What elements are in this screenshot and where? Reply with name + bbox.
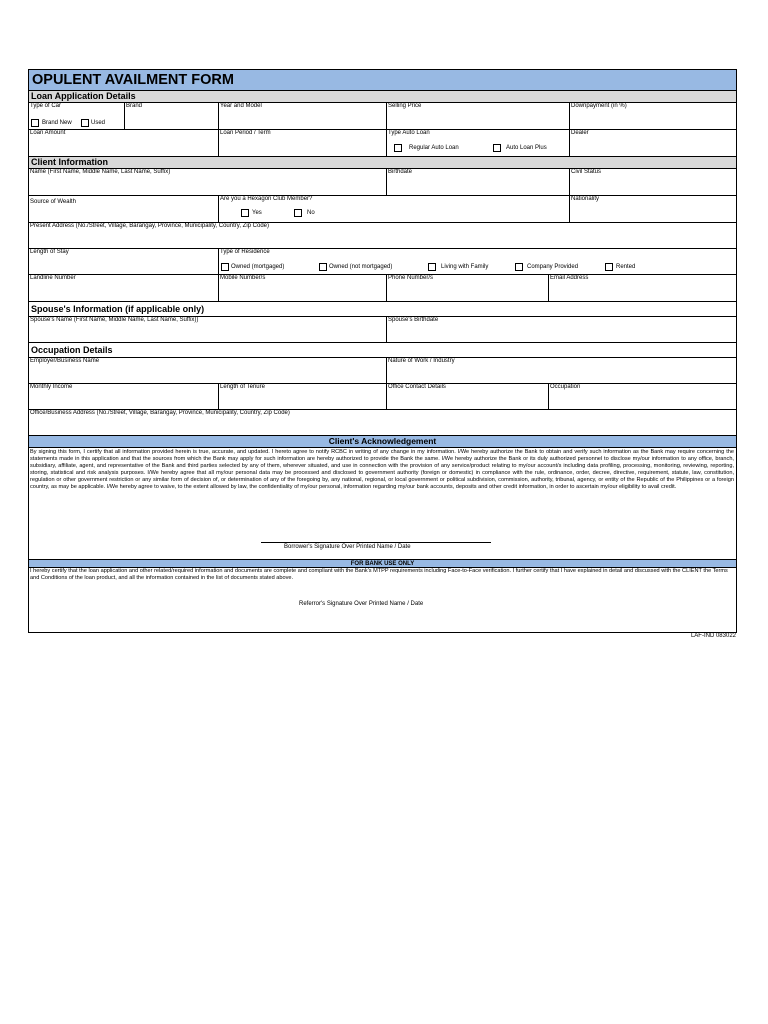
auto-loan-plus-checkbox[interactable] <box>493 144 501 152</box>
loan-amount-field[interactable] <box>29 130 218 156</box>
type-of-residence-label: Type of Residence <box>220 249 270 255</box>
owned-not-mortgaged-checkbox[interactable] <box>319 263 327 271</box>
loan-amount-label: Loan Amount <box>30 130 66 136</box>
occupation-row-1 <box>28 358 737 384</box>
regular-auto-loan-label: Regular Auto Loan <box>409 145 459 151</box>
type-auto-loan-field <box>386 130 569 156</box>
source-of-wealth-field[interactable] <box>29 196 218 222</box>
living-with-family-label: Living with Family <box>441 264 489 270</box>
dealer-field[interactable] <box>569 130 736 156</box>
office-contact-field[interactable] <box>386 384 548 409</box>
nature-of-work-field[interactable] <box>386 358 736 383</box>
hexagon-member-label: Are you a Hexagon Club Member? <box>220 196 313 202</box>
type-auto-loan-label: Type Auto Loan <box>388 130 430 136</box>
civil-status-field[interactable] <box>569 169 736 195</box>
phone-label: Phone Number/s <box>388 275 434 281</box>
nature-of-work-label: Nature of Work / Industry <box>388 358 455 364</box>
hexagon-no-label: No <box>307 210 315 216</box>
client-row-4 <box>28 249 737 275</box>
hexagon-no-checkbox[interactable] <box>294 209 302 217</box>
client-row-5 <box>28 275 737 302</box>
form-code: LAF-IND 083022 <box>690 633 736 639</box>
company-provided-checkbox[interactable] <box>515 263 523 271</box>
mobile-field[interactable] <box>218 275 386 301</box>
employer-label: Employer/Business Name <box>30 358 100 364</box>
source-of-wealth-label: Source of Wealth <box>30 199 76 205</box>
spouse-row <box>28 317 737 343</box>
downpayment-label: Downpayment (in %) <box>571 103 627 109</box>
selling-price-field[interactable] <box>386 103 569 129</box>
email-field[interactable] <box>548 275 736 301</box>
birthdate-label: Birthdate <box>388 169 413 175</box>
type-of-car-label: Type of Car <box>30 103 62 109</box>
occupation-label: Occupation <box>550 384 581 390</box>
borrower-signature-line[interactable] <box>261 542 491 543</box>
bank-use-text: I hereby certify that the loan application and other related/required information and documents are complete and compliant with the Bank's MTPP requirements including Face-to-Face verification. I further certify that I have explained in detail and discussed with the CLIENT the Terms and Conditions of the loan product, and all the information contained in the list of documents stated above. <box>30 568 728 581</box>
used-checkbox[interactable] <box>81 119 89 127</box>
spouse-name-field[interactable] <box>29 317 386 342</box>
downpayment-field[interactable] <box>569 103 736 129</box>
birthdate-field[interactable] <box>386 169 569 195</box>
loan-row-1 <box>28 103 737 130</box>
occupation-field[interactable] <box>548 384 736 409</box>
phone-field[interactable] <box>386 275 548 301</box>
spouse-birthdate-label: Spouse's Birthdate <box>388 317 439 323</box>
living-with-family-checkbox[interactable] <box>428 263 436 271</box>
regular-auto-loan-checkbox[interactable] <box>394 144 402 152</box>
spouse-name-label: Spouse's Name (First Name, Middle Name, Last Name, Suffix)) <box>30 317 199 323</box>
office-contact-label: Office Contact Details <box>388 384 446 390</box>
section-loan-application: Loan Application Details <box>28 91 737 103</box>
landline-label: Landline Number <box>30 275 76 281</box>
rented-label: Rented <box>616 264 636 270</box>
section-acknowledgement: Client's Acknowledgement <box>28 436 737 448</box>
borrower-signature-caption: Borrower's Signature Over Printed Name / Date <box>284 544 411 550</box>
loan-period-field[interactable] <box>218 130 386 156</box>
civil-status-label: Civil Status <box>571 169 602 175</box>
monthly-income-label: Monthly Income <box>30 384 73 390</box>
spouse-birthdate-field[interactable] <box>386 317 736 342</box>
form-title: OPULENT AVAILMENT FORM <box>28 69 737 91</box>
landline-field[interactable] <box>29 275 218 301</box>
acknowledgement-box <box>28 448 737 559</box>
occupation-row-3 <box>28 410 737 436</box>
hexagon-yes-label: Yes <box>252 210 262 216</box>
acknowledgement-text: By signing this form, I certify that all information provided herein is true, accurate, and updated. I hereto agree to notify RCBC in writing of any change in my information. I/We hereby authorize the Bank to obtain and verify such information as the Bank may require concerning the statements made in this application and that the sources from which the Bank may apply for such information are hereby authorized to provide the Bank the same. I/We hereby authorize the Bank or its duly authorized personnel to disclose my/our information to any office, branch, subsidiary, affiliate, agent, and representative of the Bank and third parties selected by any of them, wherever situated, and use in connection with the provision of any service/product relating to my/our account/s including data profiling, processing, monitoring, reviewing, reporting, storing, statistical and risk analysis purposes. I/We hereby agree that all my/our personal data may be processed and disclosed to government authority (foreign or domestic) in compliance with the rule, ordinance, order, decree, directive, requirement, statute, law, constitution, regulation or other government restriction or any similar form of decision of, or determination of any of the foregoing by, any national, regional, or local government or political subdivision, commission, authority, tribunal, agency, or entity of the Republic of the Philippines or a foreign country, as may be applicable. I/We hereby agree to waive, to the extent allowed by law, the confidentiality of my/our personal, information regarding my/our bank accounts, deposits and other credit information, in order to ascertain my/our eligibility to avail credit. <box>30 449 734 490</box>
loan-row-2 <box>28 130 737 157</box>
present-address-label: Present Address (No./Street, Village, Barangay, Province, Municipality, Country, Zip Code) <box>30 223 269 229</box>
length-of-tenure-label: Length of Tenure <box>220 384 265 390</box>
client-name-label: Name (First Name, Middle Name, Last Name, Suffix) <box>30 169 171 175</box>
brand-new-label: Brand New <box>42 120 72 126</box>
section-bank-use-only: FOR BANK USE ONLY <box>28 559 737 568</box>
section-occupation-details: Occupation Details <box>28 343 737 358</box>
availment-form <box>28 69 737 633</box>
selling-price-label: Selling Price <box>388 103 422 109</box>
nationality-label: Nationality <box>571 196 600 202</box>
bank-use-box <box>28 568 737 633</box>
length-of-tenure-field[interactable] <box>218 384 386 409</box>
client-row-3 <box>28 223 737 249</box>
client-row-2 <box>28 196 737 223</box>
employer-field[interactable] <box>29 358 386 383</box>
office-address-label: Office/Business Address (No./Street, Village, Barangay, Province, Municipality, Country, Zip Code) <box>30 410 290 416</box>
monthly-income-field[interactable] <box>29 384 218 409</box>
referror-signature-caption: Referror's Signature Over Printed Name / Date <box>299 601 424 607</box>
year-model-field[interactable] <box>218 103 386 129</box>
dealer-label: Dealer <box>571 130 589 136</box>
hexagon-member-field <box>218 196 569 222</box>
nationality-field[interactable] <box>569 196 736 222</box>
office-address-field[interactable] <box>29 410 736 435</box>
mobile-label: Mobile Number/s <box>220 275 266 281</box>
client-row-1 <box>28 169 737 196</box>
auto-loan-plus-label: Auto Loan Plus <box>506 145 547 151</box>
hexagon-yes-checkbox[interactable] <box>241 209 249 217</box>
brand-label: Brand <box>126 103 143 109</box>
rented-checkbox[interactable] <box>605 263 613 271</box>
type-of-car-field <box>29 103 124 129</box>
length-of-stay-field[interactable] <box>29 249 218 274</box>
brand-new-checkbox[interactable] <box>31 119 39 127</box>
loan-period-label: Loan Period / Term <box>220 130 271 136</box>
section-spouse-information: Spouse's Information (if applicable only) <box>28 302 737 317</box>
owned-mortgaged-label: Owned (mortgaged) <box>231 264 285 270</box>
year-model-label: Year and Model <box>220 103 262 109</box>
occupation-row-2 <box>28 384 737 410</box>
length-of-stay-label: Length of Stay <box>30 249 69 255</box>
brand-field[interactable] <box>124 103 218 129</box>
present-address-field[interactable] <box>29 223 736 248</box>
section-client-information: Client Information <box>28 157 737 169</box>
owned-mortgaged-checkbox[interactable] <box>221 263 229 271</box>
email-label: Email Address <box>550 275 589 281</box>
type-of-residence-field <box>218 249 736 274</box>
owned-not-mortgaged-label: Owned (not mortgaged) <box>329 264 393 270</box>
company-provided-label: Company Provided <box>527 264 579 270</box>
used-label: Used <box>91 120 106 126</box>
client-name-field[interactable] <box>29 169 386 195</box>
